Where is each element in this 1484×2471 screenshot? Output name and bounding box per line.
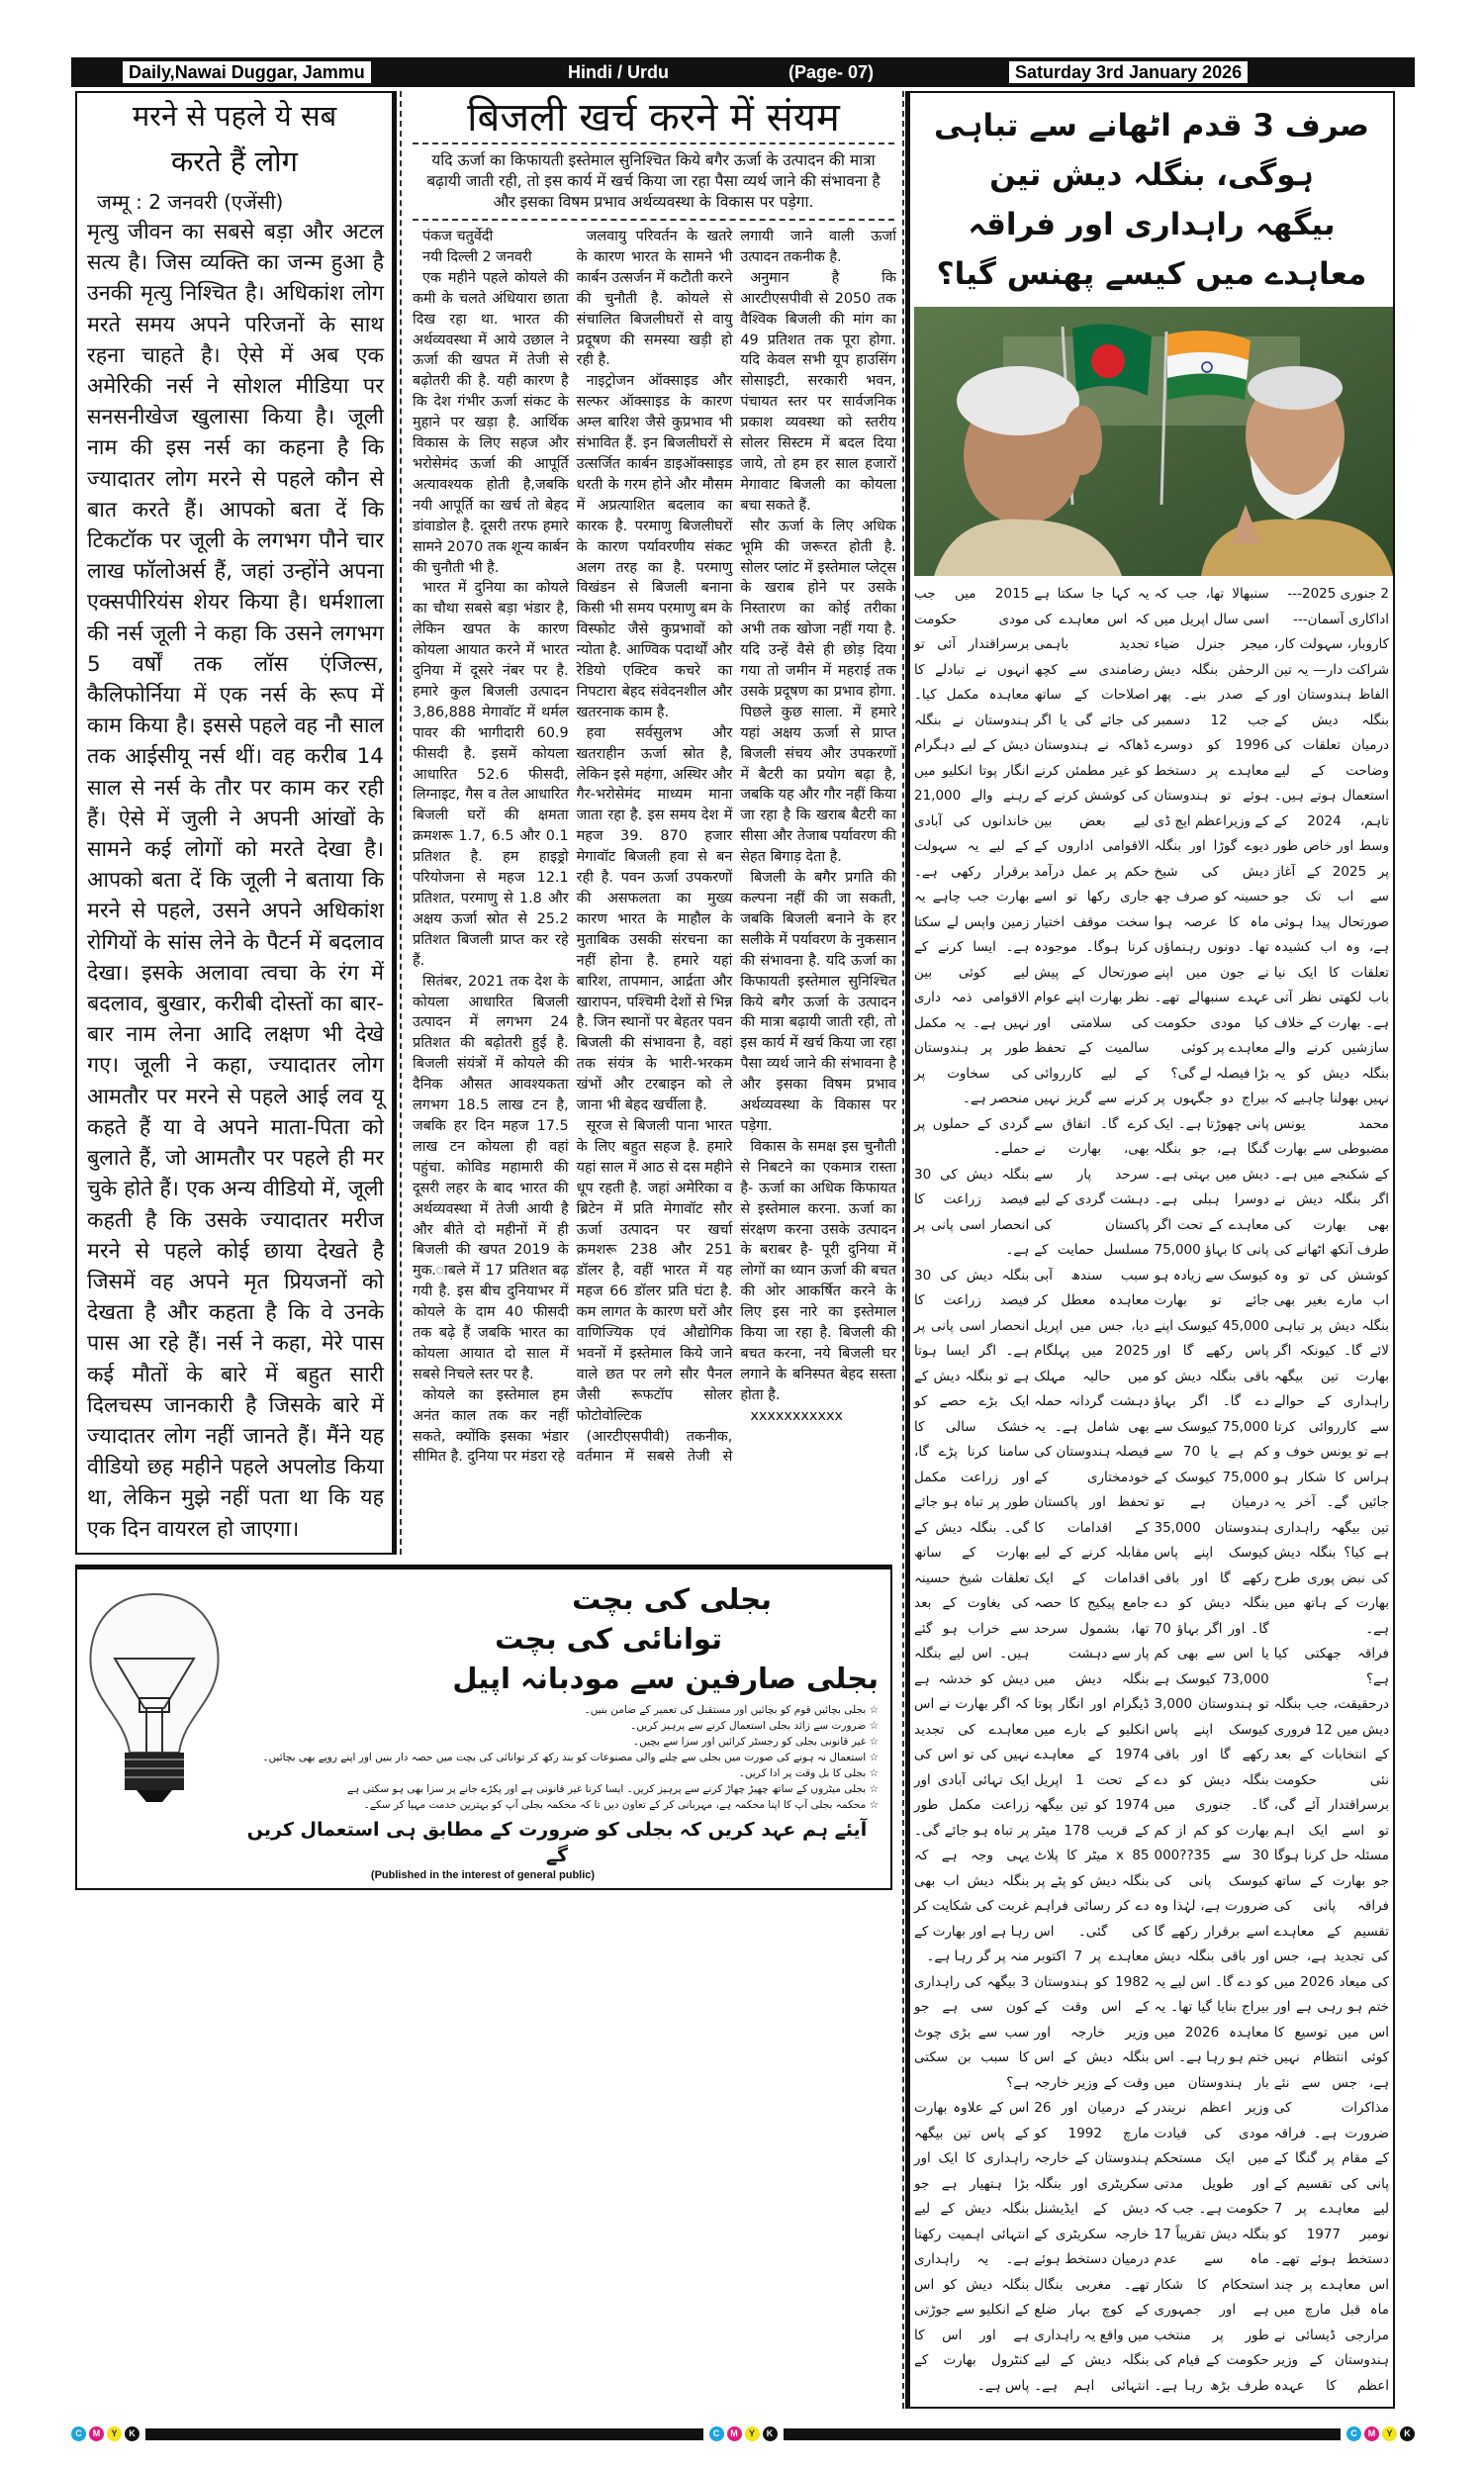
- ad-title-3: بجلی صارفین سے مودبانہ اپیل: [452, 1661, 879, 1695]
- paper-name: Daily,Nawai Duggar, Jammu: [123, 61, 371, 83]
- paragraph: اس کے علاوہ بھارت کے پاس تین بیگھہ راہداری کا ایک اور بڑا ہتھیار ہے جو بنگلہ دیش کے لیے انتہائی اہمیت رکھتا ہے۔ یہ راہداری بنگلہ دیش کو اس کے انکلیو سے جوڑتی ہے اور اس کا کنٹرول بھارت کے پاس ہے۔: [914, 2100, 1030, 2394]
- article-title: बिजली खर्च करने में संयम: [467, 95, 840, 141]
- paragraph: بنگلہ دیش کی 30 فیصد زراعت کا انحصار اسی پانی پر ہے۔ اگر ایسا ہوتا ہے تو بنگلہ دیش کے ایک بڑے حصے کو خشک سالی کا سامنا کرنا پڑے گا، اور زراعت مکمل طور پر تباہ ہو جائے گی۔ بنگلہ دیش کے بھارت کے ساتھ تعلقات شیخ حسینہ کی بغاوت کے بعد سے خراب ہو گئے ہیں۔ اس لیے بنگلہ دیش کو خدشہ ہے کہ اگر بھارت نے اس معاہدے کی تجدید نہیں کی تو اس کی ایک تہائی آبادی اور زراعت مکمل طور پر تباہ ہو جائے گی۔ یہی وجہ ہے کہ بنگلہ دیش اب بھی غربت کی شکایت کر رہا ہے اور بھارت کے منہ پر گر رہا ہے۔: [914, 1267, 1030, 1964]
- registration-mark-k: K: [763, 2426, 778, 2441]
- paragraph: 3 بیگھہ کی راہداری کون سی ہے جو سب سے بڑی چوٹ کا سبب بن سکتی ہے؟: [914, 1973, 1030, 2091]
- article-nurse: [75, 91, 394, 1555]
- article-title-line1: मरने से पहले ये सब: [132, 99, 337, 133]
- paragraph: भारत में दुनिया का कोयले का चौथा सबसे बड़ा भंडार है, लेकिन खपत के कारण कोयला आयात करने में भारत दुनिया में दूसरे नंबर पर है. हमारे कुल बिजली उत्पादन 3,86,888 मेगावॉट में थर्मल पावर की भागीदारी 60.9 फीसदी है. इसमें कोयला आधारित 52.6 फीसदी, लिग्नाइट, गैस व तेल आधारित बिजली घरों की क्षमता क्रमशरू 1.7, 6.5 और 0.1 प्रतिशत है. हम हाइड्रो परियोजना से महज 12.1 प्रतिशत, परमाणु से 1.8 और अक्षय ऊर्जा स्रोत से 25.2 प्रतिशत बिजली प्राप्त कर रहे हैं.: [413, 580, 569, 969]
- ad-point: ☆ بجلی بچائیں قوم کو بچائیں اور مستقبل کی تعمیر کے ضامن بنیں۔: [584, 1703, 879, 1716]
- paragraph: बिजली के बगैर प्रगति की कल्पना नहीं की जा सकती, जबकि बिजली बनाने के हर सलीके में पर्यावरण के नुकसान की संभावना है. यदि ऊर्जा का किफायती इस्तेमाल सुनिश्चित किये बगैर ऊर्जा के उत्पादन की मात्रा बढ़ायी जाती रही, तो इस कार्य में खर्च किया जा रहा पैसा व्यर्थ जाने की संभावना है और इसका विषम प्रभाव अर्थव्यवस्था के विकास पर पड़ेगा.: [740, 870, 896, 1134]
- paragraph: xxxxxxxxxxx: [750, 1407, 843, 1424]
- article-dateline: जम्मू : 2 जनवरी (एजेंसी): [97, 190, 284, 214]
- cmyk-marks: [709, 2426, 778, 2441]
- column-divider: [902, 91, 1395, 2409]
- registration-mark-c: C: [709, 2426, 724, 2441]
- paragraph: فراقہ جھکتی کیا ہے؟: [1273, 1646, 1389, 1687]
- article-electricity: [400, 91, 902, 1555]
- masthead-bar: [71, 57, 1415, 87]
- ad-point-text: ضرورت سے زائد بجلی استعمال کرنے سے پرہیز کریں۔: [630, 1719, 867, 1732]
- registration-mark-y: Y: [745, 2426, 760, 2441]
- article-body: मृत्यु जीवन का सबसे बड़ा और अटल सत्य है। जिस व्यक्ति का जन्म हुआ है उनकी मृत्यु निश्चित है। अधिकांश लोग मरते समय अपने परिजनों के साथ रहना चाहते है। ऐसे में अब एक अमेरिकी नर्स ने सोशल मीडिया पर सनसनीखेज खुलासा किया है। जूली नाम की इस नर्स का कहना है कि ज्यादातर लोग मरने से पहले कौन से बात करते हैं। आपको बता दें कि टिकटॉक पर जूली के लगभग पौने चार लाख फॉलोअर्स हैं, जहां उन्होंने अपना एक्सपीरियंस शेयर किया है। धर्मशाला की नर्स जूली ने कहा कि उसने लगभग 5 वर्षों तक लॉस एंजिल्स, कैलिफोर्निया में एक नर्स के रूप में काम किया है। इससे पहले वह नौ साल तक आईसीयू नर्स थीं। वह करीब 14 साल से नर्स के तौर पर काम कर रही हैं। ऐसे में जुली ने अपनी आंखों के सामने कई लोगों को मरते देखा है।आपको बता दें कि जूली ने बताया कि मरने से पहले, उसने अपने अधिकांश रोगियों के सांस लेने के पैटर्न में बदलाव देखा। इसके अलावा त्वचा के रंग में बदलाव, बुखार, करीबी दोस्तों का बार-बार नाम लेना आदि लक्षण भी देखे गए। जूली ने कहा, ज्यादातर लोग आमतौर पर मरने से पहले आई लव यू कहते हैं या वे अपने माता-पिता को बुलाते हैं, जो आमतौर पर पहले ही मर चुके होते हैं। एक अन्य वीडियो में, जूली कहती है कि उसके ज्यादातर मरीज मरने से पहले कोई छाया देखते है जिसमें वह अपने मृत प्रियजनों को देखता है और कहता है कि वे उनके पास आ रहे हैं। नर्स ने कहा, मेरे पास कई मौतों के बारे में बहुत सारी दिलचस्प जानकारी है जिसके बारे में ज्यादातर लोग नहीं जानते हैं। मैंने यह वीडियो छह महीने पहले अपलोड किया था, लेकिन मुझे नहीं पता था कि यह एक दिन वायरल हो जाएगा।: [87, 220, 384, 1542]
- paragraph: کاروبار، سہولت کار، شراکت دار— یہ تین الفاظ ہندوستان اور بنگلہ دیش کے درمیان تعلقات کی وضاحت کے لیے استعمال ہوتے ہیں۔ تاہم، 2024 کے وسط اور خاص طور پر 2025 کے آغاز سے اب تک جو صورتحال پیدا ہوئی ہے، وہ اب کشیدہ تعلقات کا ایک نیا باب لکھتی نظر آتی ہے۔ بھارت کے خلاف سازشیں کرنے والے بنگلہ دیش کو یہ نہیں بھولنا چاہیے کہ محمد یونس مضبوطی سے بھارت کے شکنجے میں ہے۔ اگر بنگلہ دیش نے بھی بھارت کی طرف آنکھ اٹھانے کی کوشش کی تو وہ اب مارے بغیر بھی بنگلہ دیش پر تباہی لائے گا۔ کیونکہ اگر بھارت تین بیگھہ راہداری کے حوالے سے کارروائی کرتا ہے تو یونس خوف و ہراس کا شکار ہو جائیں گے۔ آخر یہ تین بیگھہ راہداری ہے کیا؟ بنگلہ دیش کی نبض پوری طرح بھارت کے ہاتھ میں ہے۔: [1273, 636, 1389, 1637]
- ad-point: ☆ استعمال نہ ہونے کی صورت میں بجلی سے چلنے والی مصنوعات کو بند رکھ کر توانائی کی بچت میں حصہ دار بنیں اور اپنے روپے بھی بچائیں۔: [262, 1751, 879, 1763]
- cmyk-marks: [1346, 2426, 1415, 2441]
- paragraph: بڑا فیصلہ لے گی؟: [1170, 1065, 1269, 1082]
- article-title-line2: करते हैं लोग: [171, 144, 298, 178]
- ad-pledge: آیئے ہم عہد کریں کہ بجلی کو ضرورت کے مطابق ہی استعمال کریں گے: [246, 1818, 868, 1866]
- registration-mark-y: Y: [107, 2426, 122, 2441]
- paragraph: जलवायु परिवर्तन के खतरे के कारण भारत के सामने भी कार्बन उत्सर्जन में कटौती करने की चुनौती है. कोयले से संचालित बिजलीघरों से वायु प्रदूषण की समस्या खड़ी हो रही है.: [576, 229, 733, 369]
- byline: पंकज चतुर्वेदी: [422, 229, 494, 244]
- cmyk-marks: [71, 2426, 139, 2441]
- ad-point-text: بجلی کا بل وقت پر ادا کریں۔: [738, 1766, 867, 1779]
- ad-title-2: توانائی کی بچت: [495, 1621, 722, 1656]
- ad-point-text: بجلی بچائیں قوم کو بچائیں اور مستقبل کی تعمیر کے ضامن بنیں۔: [584, 1703, 867, 1716]
- news-photo: [914, 307, 1393, 576]
- registration-mark-c: C: [1346, 2426, 1361, 2441]
- registration-mark-m: M: [89, 2426, 104, 2441]
- paragraph: 2 جنوری 2025---: [1287, 586, 1389, 602]
- ad-point: ☆ بجلی میٹروں کے ساتھ چھیڑ چھاڑ کرنے سے پرہیز کریں۔ ایسا کرنا غیر قانونی ہے اور پکڑے جانے پر سزا بھی ہو سکتی ہے: [346, 1782, 879, 1795]
- headline-line2: بیگھہ راہداری اور فراقہ معاہدے میں کیسے پھنس گیا؟: [936, 207, 1367, 292]
- article-bangladesh: [908, 91, 1395, 2409]
- registration-mark-m: M: [727, 2426, 742, 2441]
- ad-point: ☆ بجلی کا بل وقت پر ادا کریں۔: [738, 1766, 879, 1779]
- urdu-column: [914, 1112, 1029, 2400]
- paragraph: اداکاری آسمان---: [1293, 611, 1389, 627]
- registration-mark-c: C: [71, 2426, 86, 2441]
- ad-point-text: بجلی میٹروں کے ساتھ چھیڑ چھاڑ کرنے سے پرہیز کریں۔ ایسا کرنا غیر قانونی ہے اور پکڑے جانے پر سزا بھی ہو سکتی ہے: [346, 1782, 867, 1795]
- paragraph: (आरटीएसपीवी) तकनीक, वर्तमान में सबसे तेजी से लगायी जाने वाली ऊर्जा उत्पादन तकनीक है.: [576, 229, 896, 1466]
- registration-mark-k: K: [125, 2426, 139, 2441]
- public-service-advertisement: [75, 1565, 892, 1890]
- ad-published-note: (Published in the interest of general public): [370, 1868, 596, 1881]
- registration-mark-k: K: [1400, 2426, 1415, 2441]
- registration-mark-y: Y: [1382, 2426, 1397, 2441]
- ad-point-text: محکمہ بجلی آپ کا اپنا محکمہ ہے، مہربانی کر کے تعاون دیں تا کہ محکمہ بجلی آپ کو بہترین خدمت مہیا کر سکے۔: [363, 1798, 867, 1811]
- article-columns: [413, 227, 896, 1468]
- paragraph: بنگلہ دیش میں ڈیگرام اور انگار پوتا انکلیو کے بارے میں 1974 کے معاہدے کے تحت 1 اپریل 1974 کو تین بیگھہ کے قریب 178 میٹر x 85 میٹر کا پلاٹ بنگلہ دیش کو پٹے پر دے کر رسائی فراہم کی گئی۔ اس معاہدے پر 7 اکتوبر 1982 کو ہندوستان کے اس وقت کے وزیر خارجہ اور بنگلہ دیش کے اس وقت کے وزیر خارجہ کے درمیان اور 26 مارچ 1992 کو ہندوستان کے خارجہ سکریٹری اور بنگلہ دیش کے ایڈیشنل خارجہ سکریٹری کے درمیان دستخط ہوئے تھے۔ مغربی بنگال کے کوچ بہار ضلع میں واقع یہ راہداری بنگلہ دیش کے لیے انتہائی اہم ہے۔ 2015 میں جب مودی حکومت برسراقتدار آئی تو انہوں نے تبادلے کا معاہدہ مکمل کیا۔ ہندوستان نے بنگلہ دیش کے لیے دہگرام انگار پوتا انکلیو میں رہنے والے 21,000 خاندانوں کی آبادی کے لیے یہ سہولت برقرار رکھی ہے۔ بھارت جب چاہے یہ زمین واپس لے سکتا ہے۔ ایسا کرنے کے لیے کوئی بین الاقوامی ذمہ داری نہیں ہے۔ یہ مکمل طور پر ہندوستان کی سخاوت پر منحصر ہے۔: [914, 586, 1150, 2394]
- footer-bar: [784, 2428, 1342, 2440]
- headline-line1: صرف 3 قدم اٹھانے سے تباہی ہوگی، بنگلہ دیش تین: [933, 108, 1369, 193]
- urdu-columns: [914, 582, 1389, 2399]
- ad-point: ☆ ضرورت سے زائد بجلی استعمال کرنے سے پرہیز کریں۔: [630, 1719, 879, 1732]
- article-dateline: नयी दिल्ली 2 जनवरी: [422, 248, 532, 265]
- paragraph: بیراج دو جگہوں پر پانی چھوڑتا ہے۔ ایک گنگا ہے، جو بنگلہ دیش میں بہتی ہے۔ دوسرا ہبلی ہے۔ معاہدے کے تحت اگر پانی کا بہاؤ 75,000 کیوسک سے زیادہ ہو جائے تو بھارت 45,000 کیوسک اپنے پاس رکھے گا اور باقی بنگلہ دیش کو دے گا۔ اگر بہاؤ 75,000 کیوسک سے کم ہے یا 70 سے 75,000 کیوسک کے درمیان ہے تو ہندوستان 35,000 کیوسک اپنے پاس رکھے گا اور باقی بنگلہ دیش کو دے گا۔ اور اگر بہاؤ 70 یا اس سے بھی کم 73,000 کیوسک ہے تو ہندوستان 3,000 کیوسک اپنے پاس رکھے گا اور باقی بنگلہ دیش کو دے گا۔ جنوری میں بھارت کو کم از کم 30 سے 35??000 کیوسک پانی کی ضرورت ہے، لہٰذا وہ اسے برقرار رکھے گا اور باقی بنگلہ دیش کو دے گا۔ اس لیے یہ بیراج بنایا گیا تھا۔ یہ معاہدہ 2026 میں ختم ہو رہا ہے۔ اس بار ہندوستان میں وزیر اعظم نریندر مودی کی قیادت میں ایک مستحکم اور طویل مدتی حکومت ہے۔ جب کہ بنگلہ دیش تقریباً 17 ماہ سے عدم استحکام کا شکار ہے اور جمہوری طور پر منتخب حکومت کے قیام کی طرف بڑھ رہا ہے۔ یہ کہا جا سکتا ہے کہ اس معاہدے کی تجدید باہمی رضامندی سے کچھ اصلاحات کے ساتھ کی جائے گی یا اگر ڈھاکہ نے ہندوستان کو غیر مطمئن کرنے کی کوشش کرنے کے لیے بعض بین الاقوامی اداروں کے حکم پر عمل درآمد جاری رکھا تو اسے سخت موقف اختیار کرنا ہوگا۔ موجودہ صورتحال کے پیش نظر بھارت اپنے عوام کی سلامتی اور سالمیت کے تحفظ کے لیے کارروائی کرنے سے گریز نہیں کرے گا۔ اتفاق سے بھی، بھارت نے سرحد پار سے دہشت گردی کے لیے پاکستان کی مسلسل حمایت کے سبب سندھ آبی معاہدہ معطل کر دیا، جس میں اپریل 2025 میں پہلگام میں حالیہ مہلک دہشت گردانہ حملہ بھی شامل ہے۔ یہ فیصلہ ہندوستان کی خودمختاری کے تحفظ اور پاکستان کے اقدامات کا مقابلہ کرنے کے لیے اقدامات کے ایک جامع پیکیج کا حصہ تھا، بشمول سرحد پار سے دہشت: [1034, 586, 1269, 2394]
- article-column: [413, 268, 569, 1469]
- paragraph: हवा सर्वसुलभ और खतराहीन ऊर्जा स्रोत है, लेकिन इसे महंगा, अस्थिर और गैर-भरोसेमंद माध्यम माना जाता रहा है. इस समय देश में महज 39. 870 हजार मेगावॉट बिजली हवा से बन रही है. पवन ऊर्जा उपकरणों की असफलता का मुख्य कारण भारत के माहौल के मुताबिक उसकी संरचना का नहीं होना है. हमारे यहां बारिश, तापमान, आर्द्रता और खारापन, पश्चिमी देशों से भिन्न है. जिन स्थानों पर बेहतर पवन बिजली की संभावना है, वहां तक संयंत्र के भारी-भरकम खंभों और टरबाइन को ले जाना भी बेहद खर्चीला है.: [576, 724, 733, 1114]
- ad-point: ☆ غیر قانونی بجلی کو رجسٹر کرائیں اور سزا سے بچیں۔: [632, 1735, 879, 1748]
- ad-point-text: استعمال نہ ہونے کی صورت میں بجلی سے چلنے والی مصنوعات کو بند رکھ کر توانائی کی بچت میں حصہ دار بنیں اور اپنے روپے بھی بچائیں۔: [262, 1751, 867, 1763]
- article-column: [577, 227, 733, 1427]
- paragraph: एक महीने पहले कोयले की कमी के चलते अंधियारा छाता दिख रहा था. भारत की अर्थव्यवस्था में आये उछाल ने ऊर्जा की खपत में तेजी से बढ़ोतरी की है. यही कारण है कि देश गंभीर ऊर्जा संकट के मुहाने पर खड़ा है. आर्थिक विकास के लिए सहज और भरोसेमंद ऊर्जा की आपूर्ति अत्यावश्यक होती है,जबकि नयी आपूर्ति का खर्च तो बेहद डांवाडोल है. दूसरी तरफ हमारे सामने 2070 तक शून्य कार्बन की चुनौती भी है.: [413, 269, 569, 576]
- edition-language: Hindi / Urdu: [568, 62, 669, 82]
- paragraph: नाइट्रोजन ऑक्साइड और सल्फर ऑक्साइड के कारण अम्ल बारिश जैसे कुप्रभाव भी संभावित हैं. इन बिजलीघरों से उत्सर्जित कार्बन डाइऑक्साइड धरती के गरम होने और मौसम में अप्रत्याशित बदलाव का कारक है. परमाणु बिजलीघरों के कारण पर्यावरणीय संकट अलग तरह का है. परमाणु विखंडन से बिजली बनाना किसी भी समय परमाणु बम के विस्फोट जैसे कुप्रभावों को न्योता है. आण्विक पदार्थों और रेडियो एक्टिव कचरे का निपटारा बेहद संवेदनशील और खतरनाक काम है.: [576, 373, 733, 720]
- footer-strip: [71, 2426, 1415, 2441]
- ad-points-list: [235, 1702, 879, 1813]
- paragraph: درحقیقت، جب بنگلہ دیش میں 12 فروری کے انتخابات کے بعد نئی حکومت برسراقتدار آئے گی، تو اسے ایک اہم مسئلہ حل کرنا ہوگا جو بھارت کے ساتھ فراقہ پانی کی تقسیم کے معاہدے کی تجدید ہے، جس کی میعاد 2026 میں ختم ہو رہی ہے اور اس میں توسیع کا کوئی انتظام نہیں ہے، جس سے نئے مذاکرات کی ضرورت ہے۔ فراقہ کے مقام پر گنگا کے پانی کی تقسیم کے لیے معاہدے پر 7 نومبر 1977 کو دستخط ہوئے تھے۔ اس معاہدے پر چند ماہ قبل مارچ میں مرارجی ڈیسائی نے ہندوستان کے وزیر اعظم کا عہدہ سنبھالا تھا، جب کہ اسی سال اپریل میں میجر جنرل ضیاء الرحمٰن بنگلہ دیش کے صدر بنے۔ پھر جب 12 دسمبر 1996 کو دوسرے معاہدے پر دستخط ہوئے تو ہندوستان کے وزیراعظم ایچ ڈی دیوے گوڑا اور بنگلہ دیش کی شیخ حسینہ کو صرف چھ ماہ کا عرصہ ہوا تھا۔ دونوں رہنماؤں نے جون میں اپنے عہدے سنبھالے تھے۔ کیا مودی حکومت معاہدے پر کوئی: [1154, 586, 1389, 2394]
- issue-date: Saturday 3rd January 2026: [1009, 61, 1248, 83]
- article-standfirst: यदि ऊर्जा का किफायती इस्तेमाल सुनिश्चित किये बगैर ऊर्जा के उत्पादन की मात्रा बढ़ायी जाती रही, तो इस कार्य में खर्च किया जा रहा पैसा व्यर्थ जाने की संभावना है और इसका विषम प्रभाव अर्थव्यवस्था के विकास पर पड़ेगा.: [413, 143, 894, 221]
- paragraph: सूरज से बिजली पाना भारत के लिए बहुत सहज है. हमारे यहां साल में आठ से दस महीने धूप रहती है. जहां अमेरिका व ब्रिटेन में प्रति मेगावॉट सौर ऊर्जा उत्पादन पर खर्चा क्रमशरू 238 और 251 डॉलर है, वहीं भारत में यह महज 66 डॉलर प्रति घंटा है. कम लागत के कारण घरों और वाणिज्यिक एवं औद्योगिक भवनों में इस्तेमाल किये जाने वाले छत पर लगे सौर पैनल जैसी रूफटॉप सोलर फोटोवोल्टिक: [576, 1117, 733, 1424]
- ad-point-text: غیر قانونی بجلی کو رجسٹر کرائیں اور سزا سے بچیں۔: [632, 1735, 867, 1748]
- ad-point: ☆ محکمہ بجلی آپ کا اپنا محکمہ ہے، مہربانی کر کے تعاون دیں تا کہ محکمہ بجلی آپ کو بہترین خدمت مہیا کر سکے۔: [363, 1798, 879, 1811]
- paragraph: अनुमान है कि आरटीएसपीवी से 2050 तक वैश्विक बिजली की मांग का 49 प्रतिशत तक पूरा होगा. यदि केवल सभी यूप हाउसिंग सोसाइटी, सरकारी भवन, पंचायत स्तर पर सार्वजनिक प्रकाश व्यवस्था को स्तरीय सोलर सिस्टम में बदल दिया जाये, तो हम हर साल हजारों मेगावाट बिजली का कोयला बचा सकते हैं.: [740, 269, 896, 514]
- paragraph: कोयले का इस्तेमाल हम अनंत काल तक कर नहीं सकते, क्योंकि इसका भंडार सीमित है. दुनिया पर मंडरा रहे: [413, 1386, 569, 1466]
- paragraph: सितंबर, 2021 तक देश के कोयला आधारित बिजली उत्पादन में लगभग 24 प्रतिशत की बढ़ोतरी हुई है. बिजली संयंत्रों में कोयले की दैनिक औसत आवश्यकता लगभग 18.5 लाख टन है, जबकि हर दिन महज 17.5 लाख टन कोयला ही वहां पहुंचा. कोविड महामारी की दूसरी लहर के बाद भारत की अर्थव्यवस्था में तेजी आयी है और बीते दो महीनों में ही बिजली की खपत 2019 के मुक.ाबले में 17 प्रतिशत बढ़ गयी है. इस बीच दुनियाभर में कोयले के दाम 40 फीसदी तक बढ़े हैं जबकि भारत का कोयला आयात दो साल में सबसे निचले स्तर पर है.: [413, 973, 569, 1382]
- newspaper-page: [71, 0, 1415, 2471]
- page-number: (Page- 07): [788, 62, 875, 82]
- paragraph: گردی کے حملوں پر حملے۔: [914, 1115, 1030, 1157]
- paragraph: بنگلہ دیش کی 30 فیصد زراعت کا انحصار اسی پانی پر ہے۔: [914, 1166, 1030, 1258]
- paragraph: सौर ऊर्जा के लिए अधिक भूमि की जरूरत होती है. सोलर प्लांट में इस्तेमाल प्लेट्स के खराब होने पर उसके निस्तारण का कोई तरीका अभी तक खोजा नहीं गया है. यदि उन्हें वैसे ही छोड़ दिया गया तो जमीन में महराई तक उसके प्रदूषण का प्रभाव होगा. पिछले कुछ साला. में हमारे यहां अक्षय ऊर्जा से प्राप्त बिजली संचय और उपकरणों में बैटरी का प्रयोग बढ़ा है, जबकि यह और गौर नहीं किया जा रहा है कि खराब बैटरी का सीसा और तेजाब पर्यावरण की सेहत बिगाड़ देता है.: [740, 518, 896, 866]
- registration-mark-m: M: [1364, 2426, 1379, 2441]
- footer-bar: [145, 2428, 703, 2440]
- ad-title-1: بجلی کی بچت: [572, 1581, 772, 1616]
- light-bulb-icon: [85, 1589, 224, 1817]
- paragraph: विकास के समक्ष इस चुनौती से निबटने का एकमात्र रास्ता है- ऊर्जा का अधिक किफायत से इस्तेमाल करना. ऊर्जा का संरक्षण करना उसके उत्पादन के बराबर है- पूरी दुनिया में लोगों का ध्यान ऊर्जा की बचत की ओर आकर्षित करने के लिए इस नारे का इस्तेमाल किया जा रहा है. बिजली की बचत करना, नये बिजली घर लगाने के बनिस्पत बेहद सस्ता होता है.: [740, 1138, 896, 1403]
